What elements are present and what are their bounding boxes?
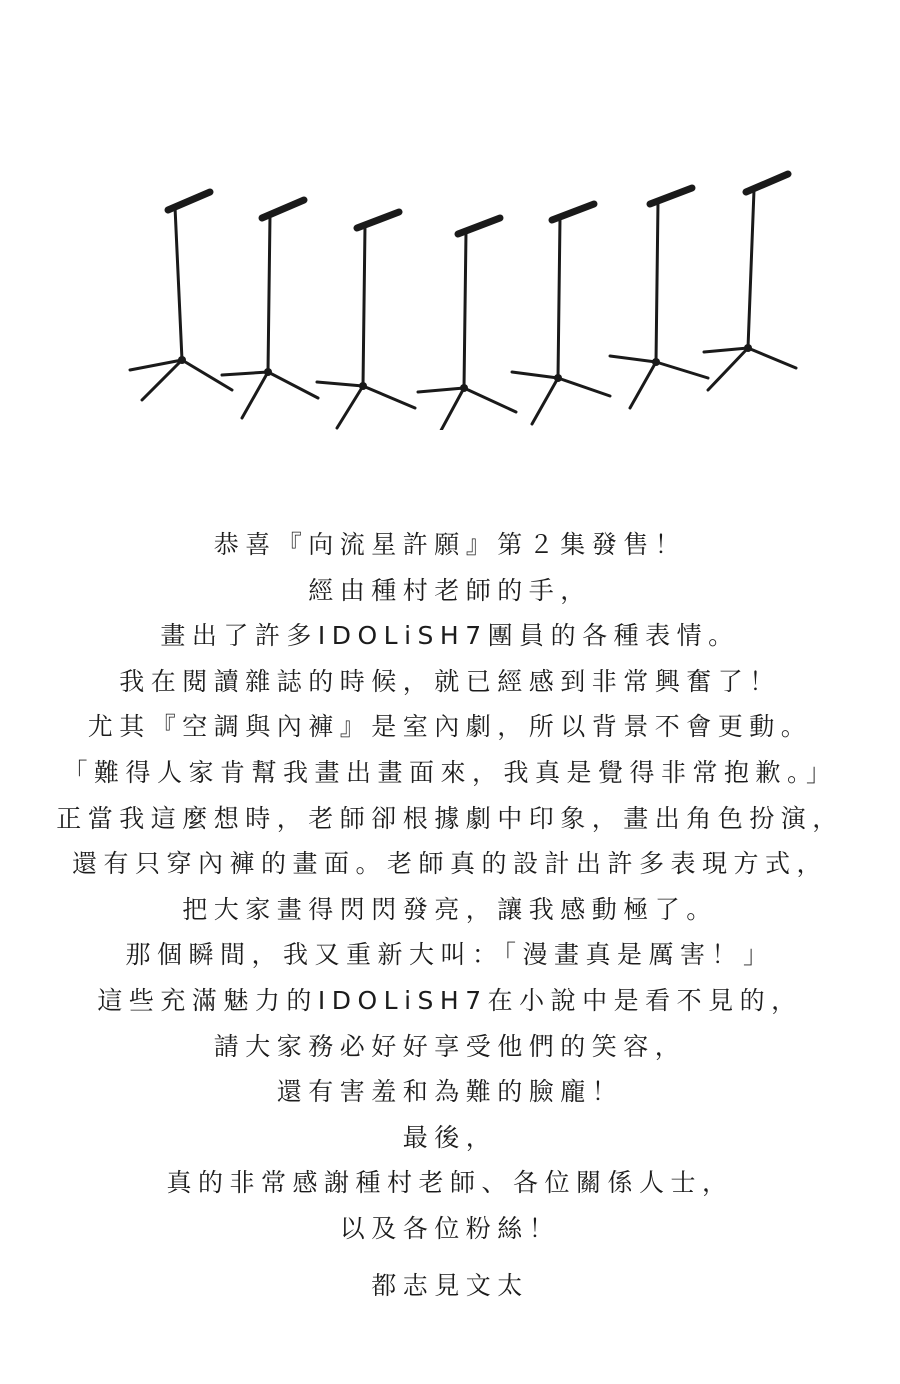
message-line: 「難得人家肯幫我畫出畫面來，我真是覺得非常抱歉。」 (62, 757, 838, 787)
message-line: 真的非常感謝種村老師、各位關係人士， (166, 1168, 734, 1198)
mic-stand-5 (512, 204, 610, 424)
message-line: 最後， (402, 1122, 498, 1152)
mic-stand-1 (130, 192, 232, 400)
message-line: 以及各位粉絲！ (339, 1213, 561, 1243)
mic-stand-7 (704, 174, 796, 390)
message-line: 那個瞬間，我又重新大叫：「漫畫真是厲害！」 (125, 940, 775, 970)
message-line: 請大家務必好好享受他們的笑容， (213, 1031, 687, 1061)
mic-stand-6 (610, 188, 708, 408)
message-line: 畫出了許多IDOLiSH7團員的各種表情。 (160, 621, 740, 651)
message-line: 還有只穿內褲的畫面。老師真的設計出許多表現方式， (71, 849, 828, 879)
message-line: 這些充滿魅力的IDOLiSH7在小說中是看不見的， (97, 985, 803, 1015)
message-line: 把大家畫得閃閃發亮，讓我感動極了。 (182, 894, 718, 924)
message-line: 尤其『空調與內褲』是室內劇，所以背景不會更動。 (87, 712, 813, 742)
message-line: 恭喜『向流星許願』第２集發售！ (213, 530, 687, 559)
message-line: 正當我這麼想時，老師卻根據劇中印象，畫出角色扮演， (56, 803, 844, 833)
message-line: 我在閱讀雜誌的時候，就已經感到非常興奮了！ (119, 666, 781, 696)
mic-stand-4 (418, 218, 516, 430)
mic-stand-3 (317, 212, 415, 428)
mic-stand-2 (222, 200, 318, 418)
afterword-message (0, 522, 900, 1252)
microphone-stands-illustration (120, 160, 810, 430)
author-signature: 都志見文太 (371, 1271, 529, 1300)
message-line: 還有害羞和為難的臉龐！ (276, 1077, 624, 1107)
message-line: 經由種村老師的手， (308, 575, 592, 605)
